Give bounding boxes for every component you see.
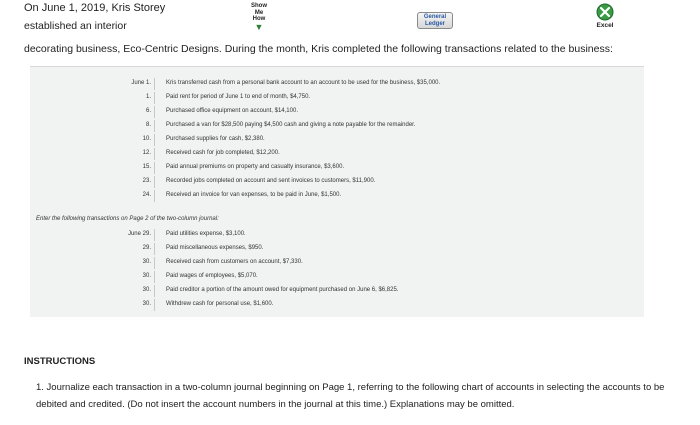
column-divider: [154, 92, 155, 104]
transaction-description: Paid rent for period of June 1 to end of month, $4,750.: [166, 94, 311, 100]
column-divider: [154, 299, 155, 311]
column-divider: [154, 229, 155, 241]
transaction-date: 8.: [145, 122, 151, 128]
transaction-description: Received cash from customers on account, $7,330.: [166, 259, 303, 265]
transaction-row: [30, 105, 644, 119]
transaction-date: 23.: [142, 178, 151, 184]
transaction-row: [30, 133, 644, 147]
transaction-date: 30.: [142, 273, 151, 279]
transaction-description: Purchased office equipment on account, $14,100.: [166, 108, 298, 114]
intro-line-3: decorating business, Eco-Centric Designs. During the month, Kris completed the following transactions related to the business:: [24, 43, 613, 55]
column-divider: [154, 190, 155, 202]
transaction-row: [30, 284, 644, 298]
excel-icon: [596, 3, 614, 21]
column-divider: [154, 78, 155, 90]
transaction-description: Paid creditor a portion of the amount owed for equipment purchased on June 6, $6,825.: [166, 287, 399, 293]
transaction-row: [30, 189, 644, 203]
show-me-how-label-3: How: [252, 16, 266, 22]
transaction-date: 10.: [142, 136, 151, 142]
column-divider: [154, 106, 155, 118]
instructions-heading: INSTRUCTIONS: [24, 356, 96, 367]
excel-label: Excel: [596, 22, 614, 29]
intro-line-1: On June 1, 2019, Kris Storey: [24, 2, 166, 14]
transaction-date: June 29.: [127, 231, 151, 237]
transaction-date: 24.: [142, 192, 151, 198]
transaction-row: [30, 91, 644, 105]
transaction-description: Recorded jobs completed on account and sent invoices to customers, $11,900.: [166, 178, 376, 184]
transaction-description: Paid miscellaneous expenses, $950.: [166, 245, 264, 251]
column-divider: [154, 134, 155, 146]
transaction-description: Purchased supplies for cash, $2,380.: [166, 136, 265, 142]
transaction-description: Withdrew cash for personal use, $1,600.: [166, 301, 274, 307]
show-me-how-label-1: Show: [251, 3, 267, 9]
transaction-row: [30, 161, 644, 175]
column-divider: [154, 243, 155, 255]
show-me-how-label-2: Me: [254, 9, 264, 16]
transaction-date: 30.: [142, 301, 151, 307]
general-ledger-label-2: Ledger: [424, 21, 445, 27]
transaction-row: [30, 270, 644, 284]
transaction-date: June 1.: [131, 80, 151, 86]
transaction-description: Paid wages of employees, $5,070.: [166, 273, 258, 279]
transaction-date: 6.: [145, 108, 151, 114]
transactions-panel: [30, 66, 644, 317]
column-divider: [154, 148, 155, 160]
transaction-row: [30, 228, 644, 242]
transaction-description: Purchased a van for $28,500 paying $4,500 cash and giving a note payable for the remainder.: [166, 122, 416, 128]
column-divider: [154, 285, 155, 297]
page-2-instruction: Enter the following transactions on Page 2 of the two-column journal:: [36, 216, 219, 222]
general-ledger-label-1: General: [423, 14, 447, 20]
column-divider: [154, 271, 155, 283]
column-divider: [154, 162, 155, 174]
column-divider: [154, 120, 155, 132]
transaction-date: 29.: [142, 245, 151, 251]
transaction-date: 30.: [142, 259, 151, 265]
excel-button[interactable]: [593, 3, 617, 29]
general-ledger-button[interactable]: [417, 12, 453, 29]
transaction-row: [30, 119, 644, 133]
transaction-date: 30.: [142, 287, 151, 293]
transaction-row: [30, 77, 644, 91]
transaction-row: [30, 298, 644, 312]
intro-line-2: established an interior: [24, 20, 127, 32]
transaction-date: 15.: [142, 164, 151, 170]
transaction-row: [30, 147, 644, 161]
transaction-row: [30, 242, 644, 256]
transaction-description: Paid annual premiums on property and casualty insurance, $3,600.: [166, 164, 345, 170]
transaction-row: [30, 175, 644, 189]
show-me-how-button[interactable]: [244, 3, 274, 32]
column-divider: [154, 257, 155, 269]
instructions-item-1: 1. Journalize each transaction in a two-column journal beginning on Page 1, referring to the following chart of accounts in selecting the accounts to be debited and credited. (Do not insert the account numbers in the journal at this time.) Explanations may be omitted.: [36, 382, 665, 410]
down-arrow-icon: ▼: [254, 21, 264, 32]
column-divider: [154, 176, 155, 188]
transaction-date: 1.: [145, 94, 151, 100]
transaction-description: Paid utilities expense, $3,100.: [166, 231, 246, 237]
transaction-description: Received cash for job completed, $12,200.: [166, 150, 280, 156]
transaction-row: [30, 256, 644, 270]
transaction-description: Kris transferred cash from a personal bank account to an account to be used for the business, $35,000.: [166, 80, 441, 86]
transaction-description: Received an invoice for van expenses, to be paid in June, $1,500.: [166, 192, 342, 198]
transaction-date: 12.: [142, 150, 151, 156]
